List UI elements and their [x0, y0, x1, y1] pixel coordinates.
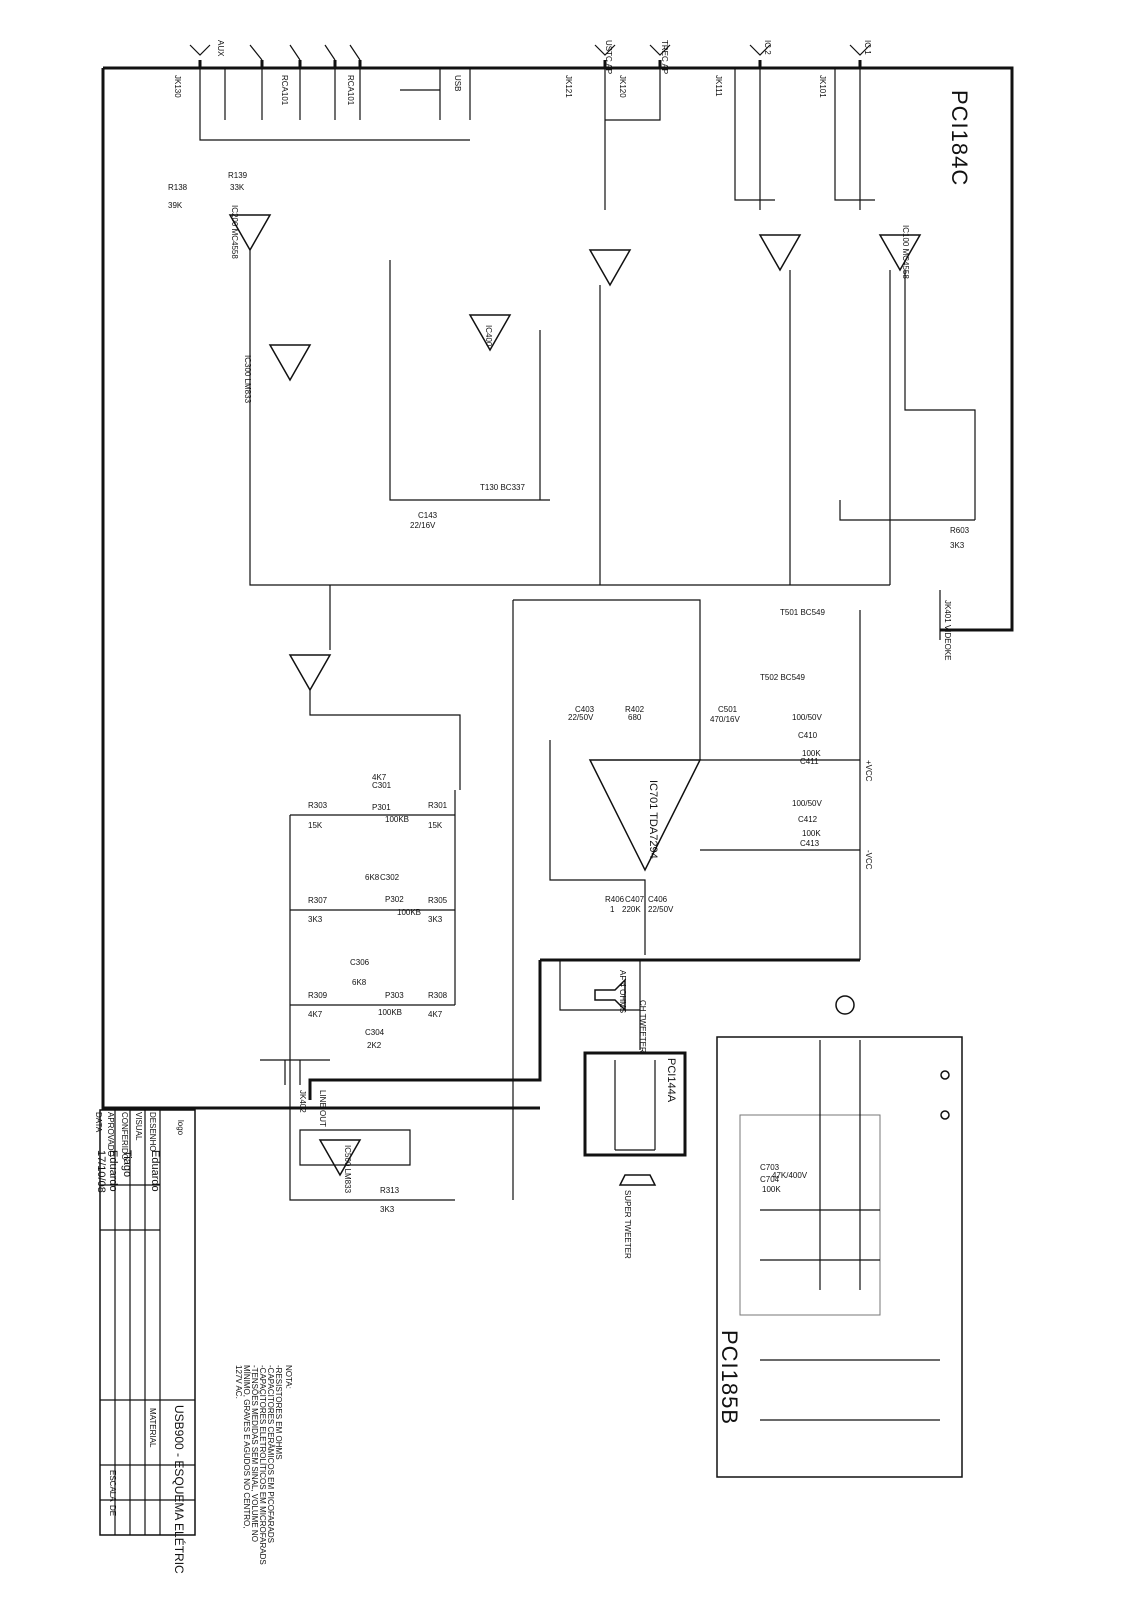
material-label: MATERIAL [148, 1408, 157, 1448]
note-line: -TENSÕES MEDIDAS SEM SINAL, VOLUME NO [250, 1365, 259, 1542]
part-value: 3K3 [950, 541, 965, 550]
drawing-title: USB900 - ESQUEMA ELÉTRIC [172, 1405, 186, 1574]
ic-label: IC100 MC4558 [901, 225, 910, 279]
part-value: 22/50V [568, 713, 594, 722]
jack-label: TREC AP [660, 40, 669, 75]
transistor-label: T501 BC549 [780, 608, 825, 617]
part-ref: R303 [308, 801, 328, 810]
opamp-ic200-mid [590, 250, 630, 285]
note-line: -RESISTORES EM OHMS [274, 1365, 283, 1460]
part-labels [168, 171, 970, 1214]
part-value: 39K [168, 201, 183, 210]
part-value: 100KB [385, 815, 410, 824]
part-ref: C403 [575, 705, 595, 714]
part-ref: C411 [800, 757, 819, 766]
part-ref: C302 [380, 873, 400, 882]
part-value: 1 [610, 905, 615, 914]
part-ref: R309 [308, 991, 328, 1000]
part-value: 100KB [397, 908, 422, 917]
jack-label: IC 2 [763, 40, 772, 55]
title-field-value: Eduardo [107, 1150, 119, 1192]
ic-label: IC200 MC4558 [230, 205, 239, 259]
part-value: 100/50V [792, 799, 822, 808]
notes-heading: NOTA: [284, 1365, 293, 1389]
opamp-ic100-b [880, 235, 920, 270]
jack-label: JK101 [818, 75, 827, 98]
part-ref: C501 [718, 705, 738, 714]
super-tweeter-label: SUPER TWEETER [623, 1190, 632, 1259]
opamp-ic500-top [290, 655, 330, 690]
speaker-label: AF 4 OHMS [618, 970, 627, 1014]
folha-label: DE [108, 1505, 117, 1517]
jack-label: USTC AP [604, 40, 613, 75]
transistor-label: T502 BC549 [760, 673, 805, 682]
part-value: 100/50V [792, 713, 822, 722]
part-ref: R139 [228, 171, 248, 180]
title-field-value: 17/10/08 [95, 1150, 107, 1193]
jack-label: RCA101 [346, 75, 355, 106]
part-ref: C406 [648, 895, 668, 904]
note-line: -CAPACITORES ELETROLÍTICOS EM MICROFARADS [258, 1365, 267, 1565]
vcc-pos-label: +VCC [864, 760, 873, 782]
part-value: 4K7 [372, 773, 387, 782]
title-field-label: DATA [94, 1112, 103, 1133]
part-ref: P302 [385, 895, 404, 904]
jack-label: IC 1 [863, 40, 872, 55]
jack-label: USB [453, 75, 462, 92]
note-line: 127V AC. [234, 1365, 243, 1399]
note-line: MÍNIMO, GRAVES E AGUDOS NO CENTRO, [242, 1365, 251, 1529]
part-value: 22/16V [410, 521, 436, 530]
part-ref: C413 [800, 839, 820, 848]
part-value: 47K/400V [772, 1171, 808, 1180]
part-value: 6K8 [365, 873, 380, 882]
title-field-value: Eduardo [149, 1150, 161, 1192]
part-ref: R307 [308, 896, 328, 905]
part-value: 15K [428, 821, 443, 830]
note-line: -CAPACITORES CERÂMICOS EM PICOFARADS [266, 1365, 275, 1543]
part-ref: R603 [950, 526, 970, 535]
notes [234, 1365, 293, 1565]
opamp-ic500-bottom [320, 1140, 360, 1175]
part-value: 3K3 [308, 915, 323, 924]
title-field-label: APROVADO [106, 1112, 115, 1157]
part-value: 100K [802, 829, 821, 838]
part-value: 3K3 [380, 1205, 395, 1214]
supply-board-label: PCI185B [717, 1330, 742, 1426]
title-field-label: VISUAL [134, 1112, 143, 1141]
part-ref: C143 [418, 511, 438, 520]
part-ref: R305 [428, 896, 448, 905]
part-ref: C412 [798, 815, 818, 824]
jack-label: JK130 [173, 75, 182, 98]
part-value: 220K [622, 905, 641, 914]
part-value: 4K7 [308, 1010, 323, 1019]
line-out-label: LINE OUT [318, 1090, 327, 1127]
main-board-label: PCI184C [947, 90, 972, 187]
part-value: 3K3 [428, 915, 443, 924]
part-ref: C306 [350, 958, 370, 967]
part-ref: R138 [168, 183, 188, 192]
title-field-label: CONFERIDO [120, 1112, 129, 1160]
part-value: 100K [762, 1185, 781, 1194]
title-field-label: DESENHO [148, 1112, 157, 1152]
jack-label: AUX [216, 40, 225, 57]
signal-wires [250, 250, 975, 1200]
part-value: 2K2 [367, 1041, 382, 1050]
supply-board [717, 996, 962, 1477]
line-jack-label: JK402 [298, 1090, 307, 1113]
ic-label: IC500 LM833 [343, 1145, 352, 1194]
part-ref: P301 [372, 803, 391, 812]
part-value: 6K8 [352, 978, 367, 987]
part-value: 470/16V [710, 715, 740, 724]
part-value: 680 [628, 713, 642, 722]
jack-label: JK121 [564, 75, 573, 98]
part-value: 15K [308, 821, 323, 830]
power-amp-tda7294 [590, 760, 700, 870]
part-ref: C703 [760, 1163, 780, 1172]
part-ref: R308 [428, 991, 448, 1000]
ic-label: IC300 LM833 [243, 355, 252, 404]
vcc-neg-label: -VCC [864, 850, 873, 870]
part-ref: C407 [625, 895, 645, 904]
part-ref: R313 [380, 1186, 400, 1195]
ic-label: IC400 [484, 325, 493, 347]
input-resistor-row [200, 68, 875, 210]
jack-label: JK120 [618, 75, 627, 98]
part-ref: R402 [625, 705, 645, 714]
transistor-label: T130 BC337 [480, 483, 525, 492]
jack-label: RCA101 [280, 75, 289, 106]
part-value: 33K [230, 183, 245, 192]
jack-label: JK111 [714, 75, 723, 97]
title-field-value: Tiago [121, 1150, 133, 1178]
part-ref: C410 [798, 731, 818, 740]
tweeter-board-label: PCI144A [665, 1058, 677, 1103]
part-value: 100KB [378, 1008, 403, 1017]
part-value: 22/50V [648, 905, 674, 914]
opamp-ic300 [270, 345, 310, 380]
part-ref: C301 [372, 781, 392, 790]
part-ref: C704 [760, 1175, 780, 1184]
part-value: 100K [802, 749, 821, 758]
part-ref: R406 [605, 895, 625, 904]
part-ref: C304 [365, 1028, 385, 1037]
part-ref: R301 [428, 801, 448, 810]
part-ref: P303 [385, 991, 404, 1000]
company-logo-mark: logo [176, 1120, 185, 1136]
escala-label: ESCALA [108, 1470, 117, 1502]
tweeter-speaker-symbol [620, 1175, 655, 1185]
video-jack-label: JK401 VIDEOKE [943, 600, 952, 661]
part-value: 4K7 [428, 1010, 443, 1019]
tweeter-switch-label: CH TWEETER [638, 1000, 647, 1053]
ic-label: IC701 TDA7294 [647, 780, 659, 859]
opamp-ic100-a [760, 235, 800, 270]
